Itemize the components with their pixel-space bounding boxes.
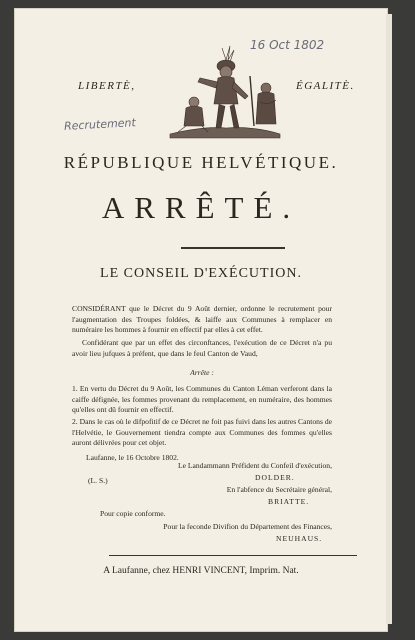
act-title: ARRÊTÉ. xyxy=(101,190,301,225)
landammann-title: Le Landammann Préfident du Confeil d'exécution, xyxy=(177,461,332,470)
article-2: 2. Dans le cas où le difpofitif de ce Décret ne foit pas fuivi dans les autres Cantons de l'Helvétie, le Gouvernement tiendra compte aux Communes des fommes qu'elles auront délivrées pour cet objet. xyxy=(72,417,333,448)
place-date: Laufanne, le 16 Octobre 1802. xyxy=(86,453,179,462)
page-edge xyxy=(386,14,392,624)
finance-name: NEUHAUS. xyxy=(276,534,323,543)
considerant-paragraph-2: Confidérant que par un effet des circonftances, l'exécution de ce Décret n'a pu avoir lieu jufques à préfent, que dans le feul Canton de Vaud, xyxy=(72,338,332,358)
printer-imprint: A Laufanne, chez HENRI VINCENT, Imprim. Nat. xyxy=(103,566,299,576)
document-page xyxy=(14,8,388,632)
arrete-label: Arrête : xyxy=(190,368,214,377)
seal-mark: (L. S.) xyxy=(88,476,108,485)
council-heading: LE CONSEIL D'EXÉCUTION. xyxy=(100,266,302,281)
considerant-paragraph: CONSIDÉRANT que le Décret du 9 Août dernier, ordonne le recrutement pour l'augmentation des Troupes foldées, & laiffe aux Communes à remplacer en numéraire les hommes à fournir en effectif par elles à cet effet. xyxy=(72,304,332,335)
title-rule xyxy=(181,247,285,249)
article-1: 1. En vertu du Décret du 9 Août, les Communes du Canton Léman verferont dans la caiffe défignée, les fommes provenant du remplacement, en numéraire, des hommes qu'elles ont dû fournir en effectif. xyxy=(72,384,332,415)
handwritten-note: Recrutement xyxy=(63,116,137,133)
copy-conforme: Pour copie conforme. xyxy=(100,509,166,518)
handwritten-date: 16 Oct 1802 xyxy=(250,38,325,52)
footer-rule xyxy=(109,555,357,556)
landammann-name: DOLDER. xyxy=(255,473,295,482)
secretary-name: BRIATTE. xyxy=(268,497,310,506)
secretary-title: En l'abfence du Secrétaire général, xyxy=(226,485,332,494)
republic-title: RÉPUBLIQUE HELVÉTIQUE. xyxy=(63,153,339,172)
motto-right: ÉGALITÈ. xyxy=(296,80,355,92)
motto-left: LIBERTÈ, xyxy=(78,80,136,92)
finance-title: Pour la feconde Divifion du Département des Finances, xyxy=(163,522,332,531)
helvetic-emblem-vignette xyxy=(164,42,286,142)
